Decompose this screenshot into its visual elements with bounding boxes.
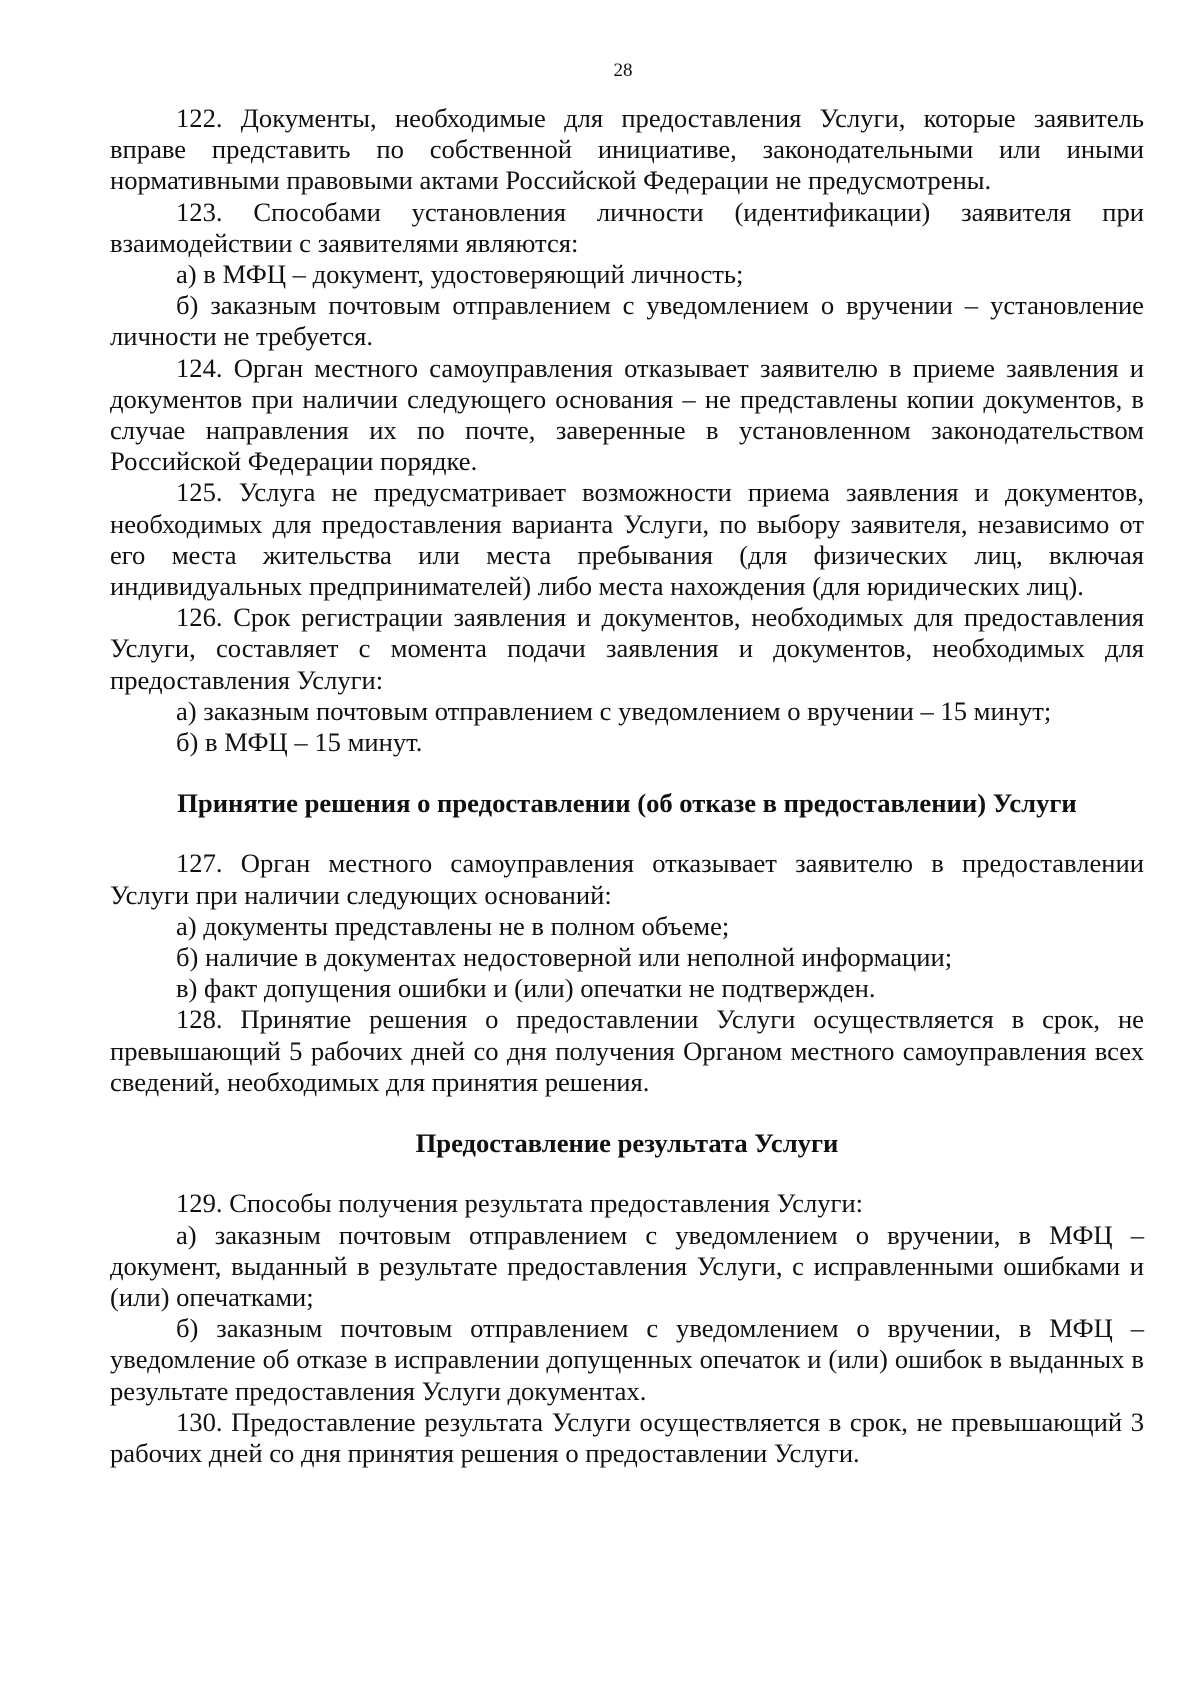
paragraph-126-b: б) в МФЦ – 15 минут. (176, 727, 423, 758)
paragraph-129: 129. Способы получения результата предоставления Услуги: (176, 1188, 864, 1219)
paragraph-125: 125. Услуга не предусматривает возможности приема заявления и документов, необходимых для предоставления варианта Услуги, по выбору заявителя, независимо от его места жительства или места пребывания (для физических лиц, включая индивидуальных предпринимателей) либо места нахождения (для юридических лиц). (110, 477, 1144, 602)
paragraph-128: 128. Принятие решения о предоставлении Услуги осуществляется в срок, не превышающий 5 рабочих дней со дня получения Органом местного самоуправления всех сведений, необходимых для принятия решения. (110, 1004, 1144, 1097)
paragraph-127-a: а) документы представлены не в полном объеме; (176, 910, 730, 941)
paragraph-123: 123. Способами установления личности (идентификации) заявителя при взаимодействии с заявителями являются: (110, 196, 1144, 258)
paragraph-124: 124. Орган местного самоуправления отказывает заявителю в приеме заявления и документов при наличии следующего основания – не представлены копии документов, в случае направления их по почте, заверенные в установленном законодательством Российской Федерации порядке. (110, 352, 1144, 477)
paragraph-127: 127. Орган местного самоуправления отказывает заявителю в предоставлении Услуги при наличии следующих оснований: (110, 848, 1144, 910)
paragraph-123-a: а) в МФЦ – документ, удостоверяющий личность; (176, 259, 744, 290)
paragraph-126-a: а) заказным почтовым отправлением с уведомлением о вручении – 15 минут; (176, 695, 1052, 726)
paragraph-123-b: б) заказным почтовым отправлением с уведомлением о вручении – установление личности не требуется. (110, 290, 1144, 352)
section-heading-result: Предоставление результата Услуги (415, 1128, 839, 1159)
page-number: 28 (613, 60, 633, 81)
paragraph-129-b: б) заказным почтовым отправлением с уведомлением о вручении, в МФЦ – уведомление об отказе в исправлении допущенных опечаток и (или) ошибок в выданных в результате предоставления Услуги документах. (110, 1313, 1144, 1406)
paragraph-126: 126. Срок регистрации заявления и документов, необходимых для предоставления Услуги, составляет с момента подачи заявления и документов, необходимых для предоставления Услуги: (110, 602, 1144, 695)
paragraph-130: 130. Предоставление результата Услуги осуществляется в срок, не превышающий 3 рабочих дней со дня принятия решения о предоставлении Услуги. (110, 1406, 1144, 1468)
section-heading-decision: Принятие решения о предоставлении (об отказе в предоставлении) Услуги (177, 788, 1077, 819)
paragraph-127-c: в) факт допущения ошибки и (или) опечатки не подтвержден. (176, 973, 876, 1004)
paragraph-129-a: а) заказным почтовым отправлением с уведомлением о вручении, в МФЦ – документ, выданный в результате предоставления Услуги, с исправленными ошибками и (или) опечатками; (110, 1219, 1144, 1312)
document-body (110, 103, 1144, 1469)
paragraph-122: 122. Документы, необходимые для предоставления Услуги, которые заявитель вправе представить по собственной инициативе, законодательными или иными нормативными правовыми актами Российской Федерации не предусмотрены. (110, 103, 1144, 196)
paragraph-127-b: б) наличие в документах недостоверной или неполной информации; (176, 942, 953, 973)
